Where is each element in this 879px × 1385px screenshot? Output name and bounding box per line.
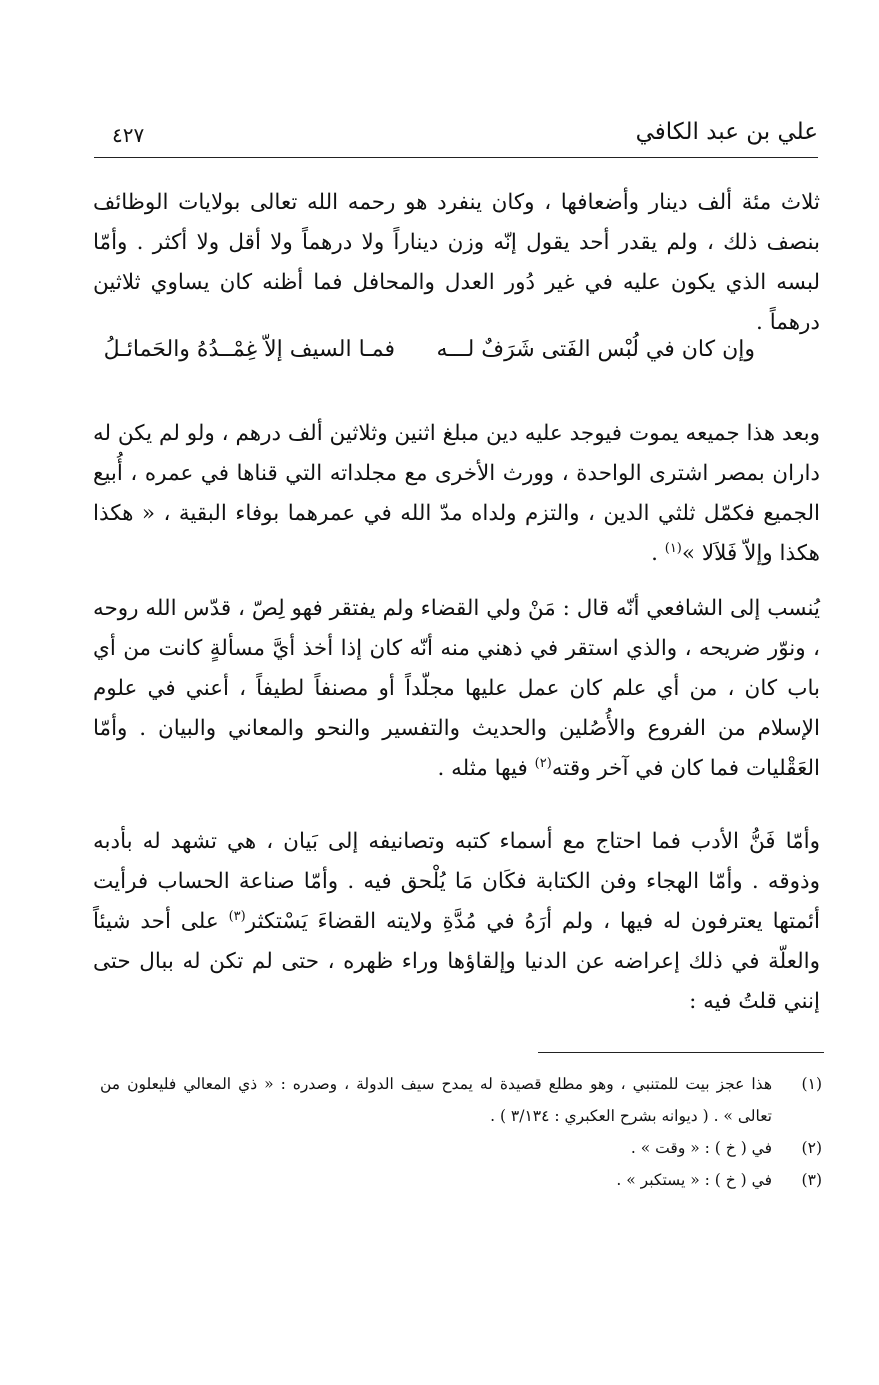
paragraph-3 (93, 589, 820, 789)
footnote-3 (100, 1164, 822, 1196)
paragraph-4-end: على أحد شيئاً والعلّة في ذلك إعراضه عن الدنيا وإلقاؤها وراء ظهره ، حتى لم تكن له ببال حتى إنني قلتُ فيه : (93, 909, 820, 1014)
running-title: علي بن عبد الكافي (635, 119, 818, 145)
paragraph-4 (93, 822, 820, 1022)
footnote-1 (100, 1068, 822, 1132)
page-number: ٤٢٧ (112, 123, 145, 147)
paragraph-3-end: فيها مثله . (437, 756, 528, 781)
footnote-mark-3: (٣) (228, 908, 246, 924)
paragraph-1 (93, 183, 820, 343)
footnote-2 (100, 1132, 822, 1164)
footnote-2-number: (٢) (801, 1139, 822, 1157)
footnote-3-number: (٣) (801, 1171, 822, 1189)
footnote-1-text: هذا عجز بيت للمتنبي ، وهو مطلع قصيدة له يمدح سيف الدولة ، وصدره : « ذي المعالي فليعلون من تعالى » . ( ديوانه بشرح العكبري : ٣/١٣٤ ) . (100, 1075, 772, 1125)
footnotes (100, 1068, 822, 1196)
paragraph-2-end: . (651, 541, 665, 566)
paragraph-2-text: وبعد هذا جميعه يموت فيوجد عليه دين مبلغ اثنين وثلاثين ألف درهم ، ولو لم يكن له داران بمصر اشترى الواحدة ، وورث الأخرى مع مجلداته التي قناها في عمره ، أُبيع الجميع فكمّل ثلثي الدين ، والتزم ولداه مدّ الله في عمرهما بوفاء البقية ، « هكذا هكذا وإلاّ فَلاَلا » (93, 421, 820, 566)
paragraph-2 (93, 414, 820, 574)
footnote-2-text: في ( خ ) : « وقت » . (630, 1139, 772, 1157)
running-header (94, 117, 818, 158)
footnote-3-text: في ( خ ) : « يستكبر » . (616, 1171, 772, 1189)
paragraph-3-text: يُنسب إلى الشافعي أنّه قال : مَنْ ولي القضاء ولم يفتقر فهو لِصّ ، قدّس الله روحه ، ونوّر ضريحه ، والذي استقر في ذهني منه أنّه كان إذا أخذ أيَّ مسألةٍ كانت من أي باب كان ، من أي علم كان عمل عليها مجلّداً أو مصنفاً لطيفاً ، أعني في علوم الإسلام من الفروع والأُصُلين والحديث والتفسير والنحو والمعاني والبيان . وأمّا العَقْليات فما كان في آخر وقته (92, 596, 820, 781)
poetry-verse (93, 328, 820, 372)
paragraph-4-text: وأمّا فَنُّ الأدب فما احتاج مع أسماء كتبه وتصانيفه إلى بَيان ، هي تشهد له بأدبه وذوقه . وأمّا الهجاء وفن الكتابة فكَان مَا يُلْحق فيه . وأمّا صناعة الحساب فرأيت أئمتها يعترفون له فيها ، ولم أرَهُ في مُدَّةِ ولايته القضاءَ يَسْتكثر (93, 829, 820, 934)
verse-second-hemistich: فمـا السيف إلاّ غِمْــدُهُ والحَمائـلُ (103, 337, 395, 362)
footnote-mark-1: (١) (664, 540, 682, 556)
paragraph-1-text: ثلاث مئة ألف دينار وأضعافها ، وكان ينفرد هو رحمه الله تعالى بولايات الوظائف بنصف ذلك ، ولم يقدر أحد يقول إنّه وزن ديناراً ولا درهماً ولا أقل ولا أكثر . وأمّا لبسه الذي يكون عليه في غير دُور العدل والمحافل فما أظنه كان يساوي ثلاثين درهماً . (93, 190, 820, 335)
verse-first-hemistich: وإن كان في لُبْس الفَتى شَرَفٌ لـــه (436, 337, 755, 362)
footnote-1-number: (١) (801, 1075, 822, 1093)
footnote-separator (538, 1052, 824, 1053)
footnote-mark-2: (٢) (534, 755, 552, 771)
